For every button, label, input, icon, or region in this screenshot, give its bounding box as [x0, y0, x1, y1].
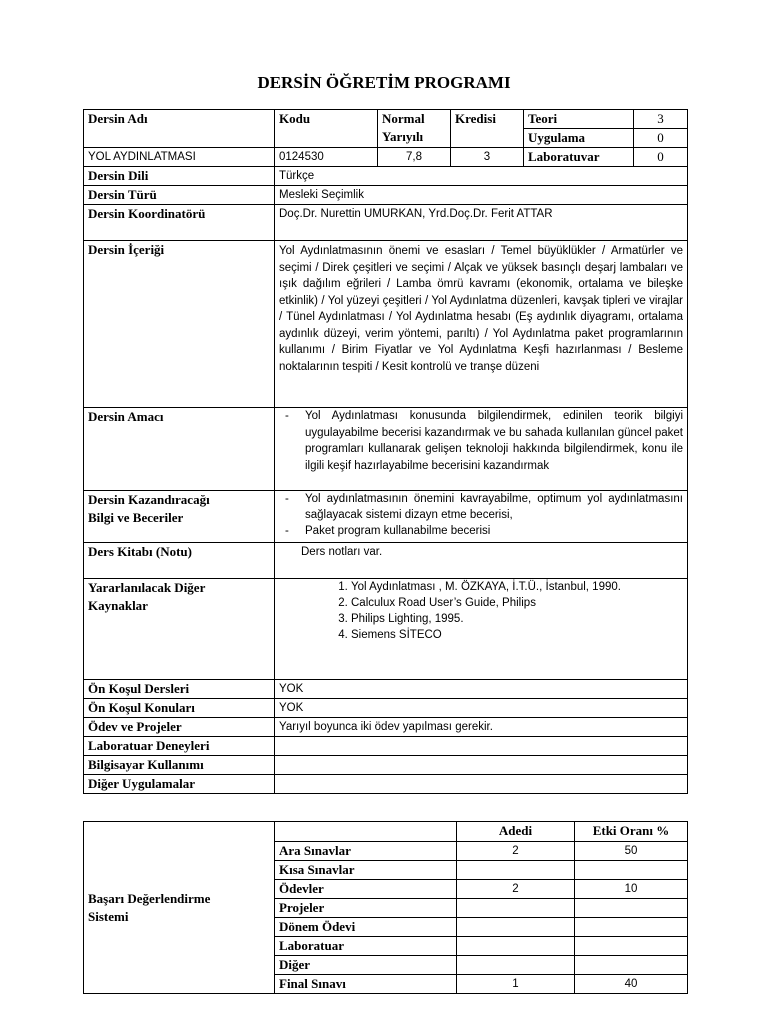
assessment-item-weight — [575, 956, 688, 975]
header-course-code: Kodu — [275, 110, 378, 148]
textbook-label: Ders Kitabı (Notu) — [84, 543, 275, 579]
assessment-header-blank — [275, 822, 457, 842]
coordinator-value: Doç.Dr. Nurettin UMURKAN, Yrd.Doç.Dr. Ferit ATTAR — [275, 205, 688, 241]
practice-value: 0 — [634, 129, 688, 148]
assessment-label-line2: Sistemi — [88, 908, 129, 924]
assessment-item-label: Dönem Ödevi — [275, 918, 457, 937]
skills-list — [279, 491, 683, 539]
language-value: Türkçe — [275, 167, 688, 186]
prereq-topics-value: YOK — [275, 699, 688, 718]
assessment-item-count: 2 — [457, 842, 575, 861]
resources-label-line2: Kaynaklar — [88, 598, 148, 613]
header-theory: Teori — [524, 110, 634, 129]
assessment-item-count — [457, 899, 575, 918]
assessment-section-label — [84, 822, 275, 994]
assessment-item-weight — [575, 861, 688, 880]
assessment-item-label: Ara Sınavlar — [275, 842, 457, 861]
course-info-table — [83, 109, 688, 794]
type-label: Dersin Türü — [84, 186, 275, 205]
content-label: Dersin İçeriği — [84, 241, 275, 408]
assessment-item-label: Kısa Sınavlar — [275, 861, 457, 880]
assessment-item-label: Diğer — [275, 956, 457, 975]
content-value: Yol Aydınlatmasının önemi ve esasları / Temel büyüklükler / Armatürler ve seçimi / Direk çeşitleri ve seçimi / Alçak ve yüksek basınçlı deşarj lambaları ve ışık dağılım eğrileri / Lamba ömrü kavramı (ekonomik, ortalama ve bileşke etkinlik) / Yol yüzeyi çeşitleri / Yol Aydınlatma düzenleri, kavşak tipleri ve virajlar / Tünel Aydınlatması / Yol Aydınlatma hesabı (Eş aydınlık diyagramı, ortalama aydınlık düzeyi, verim yöntemi, parıltı) / Yol Aydınlatma paket programlarının kullanımı / Birim Fiyatlar ve Yol Aydınlatma Keşfi hazırlanması / Besleme noktalarının tespiti / Kesit kontrolü ve tranşe düzeni — [275, 241, 688, 408]
skills-label — [84, 491, 275, 543]
assessment-item-count: 1 — [457, 975, 575, 994]
header-practice: Uygulama — [524, 129, 634, 148]
computer-use-value — [275, 756, 688, 775]
course-semester: 7,8 — [378, 148, 451, 167]
theory-value: 3 — [634, 110, 688, 129]
lab-value: 0 — [634, 148, 688, 167]
lab-experiments-value — [275, 737, 688, 756]
other-applications-value — [275, 775, 688, 794]
prereq-courses-label: Ön Koşul Dersleri — [84, 680, 275, 699]
page-title: DERSİN ÖĞRETİM PROGRAMI — [257, 73, 511, 92]
list-item: - Yol aydınlatmasının önemini kavrayabilme, optimum yol aydınlatmasını sağlayacak sistemi dizayn etme becerisi, — [305, 491, 683, 523]
aim-list — [279, 408, 683, 474]
assessment-item-count — [457, 937, 575, 956]
list-item: - Yol Aydınlatması konusunda bilgilendirmek, edinilen teorik bilgiyi uygulayabilme becerisi kazandırmak ve bu sahada kullanılan güncel paket programları kullanarak gelişen teknoloji hakkında bilgilendirmek, konu ile ilgili keşif hazırlayabilme becerisini kazandırmak — [305, 408, 683, 474]
list-item: 4. Siemens SİTECO — [351, 627, 683, 643]
course-credit: 3 — [451, 148, 524, 167]
assessment-item-weight: 10 — [575, 880, 688, 899]
assessment-table — [83, 821, 688, 994]
header-semester: Normal Yarıyılı — [378, 110, 451, 148]
assessment-item-label: Ödevler — [275, 880, 457, 899]
course-code: 0124530 — [275, 148, 378, 167]
assessment-label-line1: Başarı Değerlendirme — [88, 890, 211, 906]
assessment-item-label: Final Sınavı — [275, 975, 457, 994]
homework-label: Ödev ve Projeler — [84, 718, 275, 737]
header-credit: Kredisi — [451, 110, 524, 148]
list-item: 1. Yol Aydınlatması , M. ÖZKAYA, İ.T.Ü., İstanbul, 1990. — [351, 579, 683, 595]
list-item: 3. Philips Lighting, 1995. — [351, 611, 683, 627]
course-name: YOL AYDINLATMASI — [84, 148, 275, 167]
header-course-name: Dersin Adı — [84, 110, 275, 148]
assessment-item-count — [457, 861, 575, 880]
skills-value — [275, 491, 688, 543]
header-lab: Laboratuvar — [524, 148, 634, 167]
skills-label-line1: Dersin Kazandıracağı — [88, 492, 210, 507]
prereq-courses-value: YOK — [275, 680, 688, 699]
list-item: - Paket program kullanabilme becerisi — [305, 523, 683, 539]
assessment-item-weight — [575, 937, 688, 956]
lab-experiments-label: Laboratuar Deneyleri — [84, 737, 275, 756]
other-applications-label: Diğer Uygulamalar — [84, 775, 275, 794]
assessment-item-weight: 40 — [575, 975, 688, 994]
assessment-item-count — [457, 956, 575, 975]
assessment-item-weight: 50 — [575, 842, 688, 861]
assessment-col-count: Adedi — [457, 822, 575, 842]
assessment-col-weight: Etki Oranı % — [575, 822, 688, 842]
textbook-value: Ders notları var. — [275, 543, 688, 579]
resources-list — [279, 579, 683, 643]
assessment-item-weight — [575, 918, 688, 937]
language-label: Dersin Dili — [84, 167, 275, 186]
list-item: 2. Calculux Road User’s Guide, Philips — [351, 595, 683, 611]
assessment-item-count — [457, 918, 575, 937]
resources-label — [84, 579, 275, 680]
aim-label: Dersin Amacı — [84, 408, 275, 491]
resources-value — [275, 579, 688, 680]
aim-value — [275, 408, 688, 491]
assessment-item-label: Projeler — [275, 899, 457, 918]
resources-label-line1: Yararlanılacak Diğer — [88, 580, 206, 595]
homework-value: Yarıyıl boyunca iki ödev yapılması gerekir. — [275, 718, 688, 737]
computer-use-label: Bilgisayar Kullanımı — [84, 756, 275, 775]
assessment-item-label: Laboratuar — [275, 937, 457, 956]
assessment-item-count: 2 — [457, 880, 575, 899]
type-value: Mesleki Seçimlik — [275, 186, 688, 205]
assessment-item-weight — [575, 899, 688, 918]
skills-label-line2: Bilgi ve Beceriler — [88, 510, 184, 525]
coordinator-label: Dersin Koordinatörü — [84, 205, 275, 241]
prereq-topics-label: Ön Koşul Konuları — [84, 699, 275, 718]
